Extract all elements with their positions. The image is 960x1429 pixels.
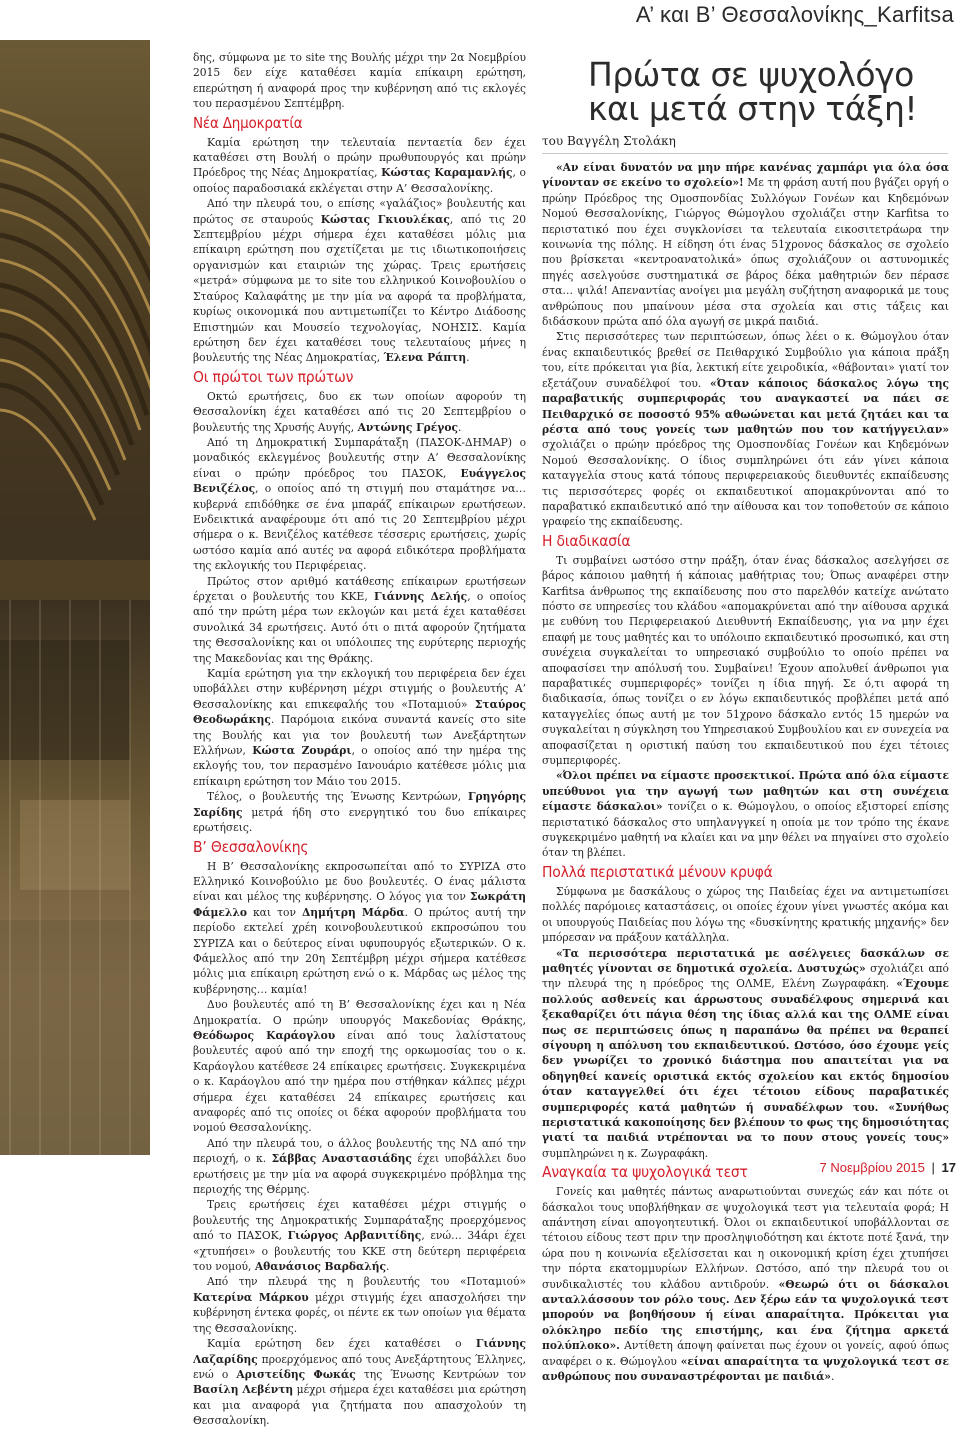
heading-b-thessaloniki: Β’ Θεσσαλονίκης — [193, 837, 309, 856]
paragraph: «Τα περισσότερα περιστατικά με ασέλγειες δασκάλων σε μαθητές γίνονται σε δημοτικά σχολεία. Δυστυχώς» σχολιάζει από την πλευρά της η πρόεδρος της ΟΛΜΕ, Ελένη Ζωγραφάκη. «Έχουμε πολλούς ασθενείς και άρρωστους συναδέλφους σημερινά και ξεκαθαρίζει ότι πάγια θέση της ίδιας αλλά και της ΟΛΜΕ είναι πως σε περιπτώσεις όπως η παραπάνω θα πρέπει να θεραπεί σίγουρη η απόλυση του εκπαιδευτικού. Ωστόσο, όσο έχουμε γείς δεν γνωρίζει το χρονικό διάστημα που απαιτείται για να οδηγηθεί κανείς οριστικά εκτός σχολείου και εκτός δημοσίου όταν καταγγελθεί ότι έχει τέτοιου είδους παραβατικές συμπεριφορές κατά μαθητών ή συναδέλφων του. «Συνήθως περιστατικά κακοποίησης δεν βλέπουν το φως της δημοσιότητας γιατί τα παιδιά ντρέπονται να το πουν στους γονείς τους» συμπληρώνει η κ. Ζωγραφάκη. — [542, 946, 949, 1160]
divider — [542, 153, 948, 154]
paragraph: Δυο βουλευτές από τη Β’ Θεσσαλονίκης έχει και η Νέα Δημοκρατία. Ο πρώην υπουργός Μακεδονίας Θράκης, Θεόδωρος Καράογλου είναι από τους λαλίστατους βουλευτές αφού από την εποχή της ορκωμοσίας του ο κ. Καράογλου κατέθεσε 24 επίκαιρες ερωτήσεις. Συγκεκριμένα ο κ. Καράογλου από την ημέρα που στήθηκαν κάλπες μέχρι σήμερα έχει καταθέσει 24 επίκαιρες ερωτήσεις και αναφορές από τις οποίες οι δέκα αφορούν προβλήματα του νομού Θεσσαλονίκης. — [193, 998, 526, 1135]
paragraph: Καμία ερώτηση για την εκλογική του περιφέρεια δεν έχει υποβάλλει στην κυβέρνηση μέχρι στιγμής ο βουλευτής Α’ Θεσσαλονίκης και επικεφαλής του «Ποταμιού» Σταύρος Θεοδωράκης. Παρόμοια εικόνα συναντά κανείς στο site της Βουλής και για τον βουλευτή των Ανεξάρτητων Ελλήνων, Κώστα Ζουράρι, ο οποίος από την ημέρα της εκλογής του, τον περασμένο Ιανουάριο κατέθεσε μόλις μια επίκαιρη ερώτηση τον Μάιο του 2015. — [193, 667, 526, 788]
paragraph: Από την πλευρά του, ο επίσης «γαλάζιος» βουλευτής και πρώτος σε σταυρούς Κώστας Γκιουλέκας, από τις 20 Σεπτεμβρίου μέχρι σήμερα έχει καταθέσει μόλις μια επίκαιρη ερώτηση που σχετίζεται με τις ιδιωτικοποιήσεις οργανισμών και εταιριών της χώρας. Τρεις ερωτήσεις «μετρά» σύμφωνα με το site του ελληνικού Κοινοβουλίου ο Σταύρος Καλαφάτης με την μία να αφορά τα προβλήματα, κυρίως οικονομικά που αντιμετωπίζει το Κέντρο Διάδοσης Επιστημών και Μουσείο τεχνολογίας, ΝΟΗΣΙΣ. Καμία ερώτηση δεν έχει καταθέσει τους τελευταίους μήνες η βουλευτής της Νέας Δημοκρατίας, Έλενα Ράπτη. — [193, 197, 526, 365]
issue-date: 7 Νοεμβρίου 2015 — [819, 1160, 925, 1175]
footer-separator: | — [931, 1160, 935, 1175]
byline: του Βαγγέλη Στολάκη — [542, 134, 676, 148]
paragraph: Στις περισσότερες των περιπτώσεων, όπως λέει ο κ. Θώμογλου όταν ένας εκπαιδευτικός βρεθεί σε Πειθαρχικό Συμβούλιο για κάποια πράξη του, είτε πρόκειται για βία, λεκτική είτε χειροδικία, «θάβονται» γιατί τον εξετάζουν συναδέλφοί του. «Όταν κάποιος δάσκαλος λόγω της παραβατικής συμπεριφοράς του αναγκαστεί να πάει σε Πειθαρχικό σε ποσοστό 95% αθωώνεται και μετά ζητάει και τα ρέστα από τους γονείς των μαθητών που τον κατήγγειλαν» σχολιάζει ο πρώην πρόεδρος της Ομοσπονδίας Γονέων και Κηδεμόνων Νομού Θεσσαλονίκης. Ο ίδιος συμπληρώνει ότι εάν γίνει κάποια καταγγελία στους κατά τόπους περιφερειακούς διευθυντές εκπαίδευσης τις περισσότερες φορές οι εκπαιδευτικοί απομακρύνονται από το παραβατικό εκπαιδευτικό από την αίθουσα και τον τοποθετούν σε κάποιο γραφείο της εκπαίδευσης. — [542, 330, 949, 529]
right-article — [542, 160, 949, 1384]
paragraph: Τρεις ερωτήσεις έχει καταθέσει μέχρι στιγμής ο βουλευτής της Δημοκρατικής Συμπαράταξης προερχόμενος από το ΠΑΣΟΚ, Γιώργος Αρβανιτίδης, ενώ… 34άρι έχει «χτυπήσει» ο βουλευτής του ΚΚΕ στη δεύτερη περιφέρεια του νομού, Αθανάσιος Βαρδαλής. — [193, 1198, 526, 1274]
page-footer — [0, 1158, 960, 1181]
paragraph: Η Β’ Θεσσαλονίκης εκπροσωπείται από το ΣΥΡΙΖΑ στο Ελληνικό Κοινοβούλιο με δυο βουλευτές. Ο ένας μάλιστα είναι και μέλος της κυβέρνησης. Ο λόγος για τον Σωκράτη Φάμελλο και τον Δημήτρη Μάρδα. Ο πρώτος αυτή την περίοδο εκτελεί χρέη κοινοβουλευτικού εκπροσώπου του ΣΥΡΙΖΑ και ο δεύτερος είναι υφυπουργός εξωτερικών. Ο κ. Φάμελλος από την 20η Σεπτέμβρη μέχρι σήμερα κατέθεσε μόλις μια επίκαιρη ερώτηση ενώ ο κ. Μάρδας ως μέλος της κυβέρνησης… καμία! — [193, 859, 527, 996]
parliament-photo — [0, 40, 182, 1155]
paragraph: Σύμφωνα με δασκάλους ο χώρος της Παιδείας έχει να αντιμετωπίσει πολλές παρόμοιες καταστάσεις, οι οποίες έχουν γίνει γνωστές ακόμα και οι υπουργούς Παιδείας που λόγω της «δυσκίνητης κρατικής μηχανής» δεν μπόρεσαν να πράξουν κατάλληλα. — [542, 884, 949, 945]
paragraph: «Όλοι πρέπει να είμαστε προσεκτικοί. Πρώτα από όλα είμαστε υπεύθυνοι για την αγωγή των μαθητών και στη συνέχεια είμαστε δάσκαλοι» τονίζει ο κ. Θώμογλου, ο οποίος εξιστορεί επίσης περιστατικό δάσκαλος στο υπηλανγγκεί η οποία με τον τρόπο της έκανε συγκεκριμένο μαθητή να κλαίει και να μην θέλει να πηγαίνει στο σχολείο όταν τη βλέπει. — [542, 769, 949, 860]
section-title: Α’ και Β’ Θεσσαλονίκης_Karfitsa — [635, 2, 954, 27]
paragraph: Από τη Δημοκρατική Συμπαράταξη (ΠΑΣΟΚ-ΔΗΜΑΡ) ο μοναδικός εκλεγμένος βουλευτής στην Α’ Θεσσαλονίκης είναι ο πρώην πρόεδρος του ΠΑΣΟΚ, Ευάγγελος Βενιζέλος, ο οποίος από τη στιγμή που σταμάτησε να… κυβερνά επιδόθηκε σε ένα μπαράζ επίκαιρων ερωτήσεων. Ενδεικτικά αναφέρουμε ότι από τις 20 Σεπτεμβρίου μέχρι σήμερα ο κ. Βενιζέλος κατέθεσε τέσσερις ερωτήσεις, χωρίς ωστόσο καμία από αυτές να αφορά ειδικότερα προβλήματα της εκλογικής του Περιφέρειας. — [193, 435, 526, 573]
footer-info — [820, 1160, 957, 1175]
paragraph: Καμία ερώτηση την τελευταία πενταετία δεν έχει καταθέσει στη Βουλή ο πρώην πρωθυπουργός και πρώην Πρόεδρος της Νέας Δημοκρατίας, Κώστας Καραμανλής, ο οποίος παραδοσιακά εκλέγεται στην Α’ Θεσσαλονίκης. — [193, 135, 526, 195]
paragraph: Από την πλευρά του, ο άλλος βουλευτής της ΝΔ από την περιοχή, ο κ. Σάββας Αναστασιάδης έχει υποβάλλει δυο ερωτήσεις με την μία να αφορά συγκεκριμένο πρόβλημα της περιοχής της Θέρμης. — [193, 1136, 526, 1197]
paragraph: Τέλος, ο βουλευτής της Ένωσης Κεντρώων, Γρηγόρης Σαρίδης μετρά ήδη στο ενεργητικό του δυο επίκαιρες ερωτήσεις. — [193, 790, 526, 835]
article-headline: Πρώτα σε ψυχολόγο και μετά στην τάξη! — [588, 55, 918, 128]
paragraph: Καμία ερώτηση δεν έχει καταθέσει ο Γιάννης Λαζαρίδης προερχόμενος από τους Ανεξάρτητους Έλληνες, ενώ ο Αριστείδης Φωκάς της Ένωσης Κεντρώων τον Βασίλη Λεβέντη μέχρι σήμερα έχει καταθέσει μια ερώτηση και μια αναφορά για ζητήματα που απασχολούν τη Θεσσαλονίκη. — [193, 1337, 527, 1428]
heading-nd: Νέα Δημοκρατία — [193, 113, 303, 132]
paragraph: Τι συμβαίνει ωστόσο στην πράξη, όταν ένας δάσκαλος ασελγήσει σε βάρος κάποιου μαθητή ή κάποιας μαθήτριας του; Όπως αναφέρει στην Karfitsa άνθρωπος της εκπαίδευσης που στο παρελθόν κατείχε ανώτατο πόστο σε υπηρεσίες του κλάδου «απομακρύνεται από την αίθουσα αρχικά με ευθύνη του Περιφερειακού Διευθυντή Εκπαίδευσης, για να μην έχει επαφή με τους μαθητές και το υπόλοιπο εκπαιδευτικό προσωπικό, και στη συνέχεια συγκαλείται το υπηρεσιακό συμβούλιο το οποίο πρέπει να αποφασίσει την απόλυσή του. Συμβαίνει! Έχουν απολυθεί άνθρωποι για παραβατικές συμπεριφορές» τονίζει η ίδια πηγή. Σε ό,τι αφορά τη διαδικασία, όπως τονίζει ο εν λόγω εκπαιδευτικός προβλέπει μετά από καταγγελίες όπως αυτή με τον 51χρονο δάσκαλο εντός 15 ημερών να συγκαλείται η σύγκληση του Υπηρεσιακού Συμβουλίου και εν συνεχεία να αποφασίζεται η οριστική παύση του εκπαιδευτικού που έχει τέτοιες συμπεριφορές. — [542, 553, 949, 768]
paragraph: Γονείς και μαθητές πάντως αναρωτιούνται συνεχώς εάν και πότε οι δάσκαλοι τους υποβλήθηκαν σε ψυχολογικά τεστ για τελευταία φορά; Η απάντηση είναι απογοητευτική. Όλοι οι εκπαιδευτικοί υποβάλλονται σε τέτοιου είδους τεστ πριν την προσληψιοδότηση και έκτοτε ποτέ ξανά, την ώρα που η κοινωνία εξελίσσεται και η οικονομική κρίση έχει χτυπήσει την πόρτα εκατομμυρίων Ελλήνων. Ωστόσο, από την πλευρά του οι συνδικαλιστές του κλάδου αντιδρούν. «Θεωρώ ότι οι δάσκαλοι ανταλλάσσουν τον ρόλο τους. Δεν ξέρω εάν τα ψυχολογικά τεστ μπορούν να βοηθήσουν ή είναι απαραίτητα. Πρόκειται για ολόκληρο πεδίο της επιστήμης, και ένα ζήτημα αρκετά πολύπλοκο». Αντίθετη άποψη φαίνεται πως έχουν οι γονείς, αφού όπως αναφέρει ο κ. Θώμογλου «είναι απαραίτητα τα ψυχολογικά τεστ σε ανθρώπους που συναναστρέφονται με παιδιά». — [542, 1185, 949, 1384]
page-header — [0, 0, 960, 38]
heading-psych-tests: Αναγκαία τα ψυχολογικά τεστ — [542, 1163, 748, 1182]
paragraph: Πρώτος στον αριθμό κατάθεσης επίκαιρων ερωτήσεων έρχεται ο βουλευτής του ΚΚΕ, Γιάννης Δελής, ο οποίος από την πρώτη μέρα των εκλογών και μετά έχει καταθέσει συνολικά 34 ερωτήσεις. Αυτό ότι ο πιτά αφορούν ζητήματα της Θεσσαλονίκης και οι υπόλοιπες της ευρύτερης περιοχής της Μακεδονίας και της Θράκης. — [193, 574, 527, 665]
intro-paragraph: δης, σύμφωνα με το site της Βουλής μέχρι την 2α Νοεμβρίου 2015 δεν είχε καταθέσει καμία επίκαιρη ερώτηση, επερώτηση ή αναφορά προς την κυβέρνηση από τις εκλογές του περασμένου Σεπτέμβρη. — [193, 51, 526, 111]
paragraph: Από την πλευρά της η βουλευτής του «Ποταμιού» Κατερίνα Μάρκου μέχρι στιγμής έχει απασχολήσει την κυβέρνηση έντεκα φορές, οι πέντε εκ των οποίων για θέματα της Θεσσαλονίκης. — [193, 1275, 526, 1335]
heading-hidden-cases: Πολλά περιστατικά μένουν κρυφά — [542, 862, 773, 881]
heading-procedure: Η διαδικασία — [542, 531, 631, 550]
heading-first-of-first: Οι πρώτοι των πρώτων — [193, 367, 354, 386]
paragraph: «Αν είναι δυνατόν να μην πήρε κανένας χαμπάρι για όλα όσα γίνονταν σε εκείνο το σχολείο»! Με τη φράση αυτή που βγάζει οργή ο πρώην Πρόεδρος της Ομοσπονδίας Συλλόγων Γονέων και Κηδεμόνων Νομού Θεσσαλονίκης, Γιώργος Θώμογλου σχολιάζει στην Karfitsa το περιστατικό που έχει συγκλονίσει τα τελευταία εικοσιτετράωρα την κοινωνία της πόλης. Η είδηση ότι ένας 51χρονος δάσκαλος σε σχολείο που βρίσκεται «κεντροανατολικά» όπως σχολιάζουν οι αστυνομικές πηγές ασελγούσε συστηματικά σε βάρος δέκα μαθητριών δεν πέρασε στα… ψιλά! Απεναντίας ανοίγει μια μεγάλη συζήτηση αναφορικά με τους ανθρώπους που μπαίνουν μέσα στα σχολεία και στις τάξεις και διδάσκουν πρώτα από όλα αγωγή σε μικρά παιδιά. — [542, 161, 949, 329]
paragraph: Οκτώ ερωτήσεις, δυο εκ των οποίων αφορούν τη Θεσσαλονίκη έχει καταθέσει από τις 20 Σεπτεμβρίου ο βουλευτής της Χρυσής Αυγής, Αντώνης Γρέγος. — [193, 389, 526, 434]
left-article — [193, 50, 526, 1429]
page-number: 17 — [941, 1160, 956, 1175]
